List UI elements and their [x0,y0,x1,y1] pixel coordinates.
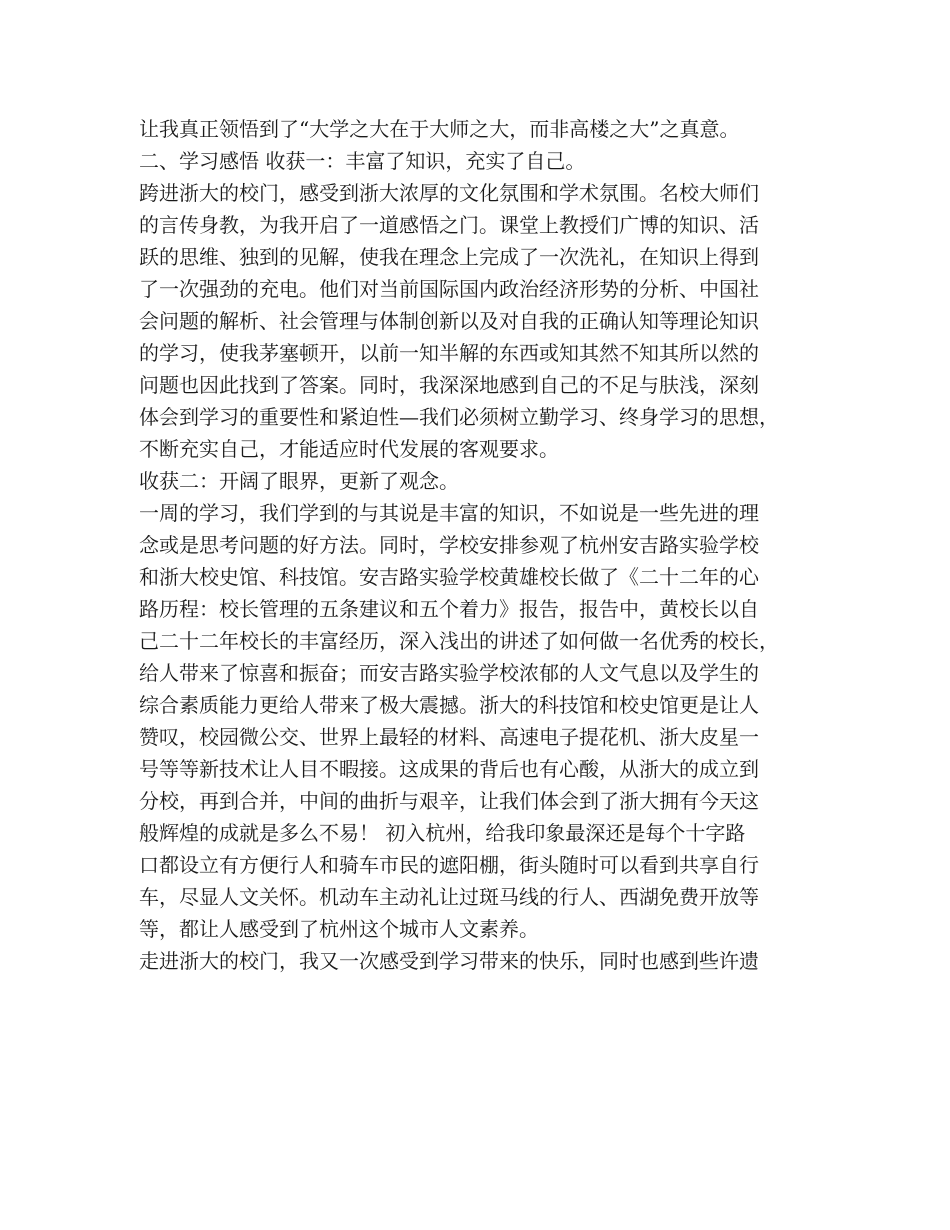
section-heading-line: 收获二：开阔了眼界，更新了观念。 [139,469,459,493]
text-line: 一周的学习，我们学到的与其说是丰富的知识，不如说是一些先进的理 [139,501,759,525]
text-line: 会问题的解析、社会管理与体制创新以及对自我的正确认知等理论知识 [139,309,759,333]
text-line: 和浙大校史馆、科技馆。安吉路实验学校黄雄校长做了《二十二年的心 [139,565,759,589]
text-line: 等，都让人感受到了杭州这个城市人文素养。 [139,917,539,941]
text-line: 路历程：校长管理的五条建议和五个着力》报告，报告中，黄校长以自 [139,597,759,621]
text-line: 己二十二年校长的丰富经历，深入浅出的讲述了如何做一名优秀的校长， [139,629,779,653]
text-line: 走进浙大的校门，我又一次感受到学习带来的快乐，同时也感到些许遗 [139,949,759,973]
text-line: 了一次强劲的充电。他们对当前国际国内政治经济形势的分析、中国社 [139,277,759,301]
text-line: 的言传身教，为我开启了一道感悟之门。课堂上教授们广博的知识、活 [139,213,759,237]
text-line: 综合素质能力更给人带来了极大震撼。浙大的科技馆和校史馆更是让人 [139,693,759,717]
text-line: 般辉煌的成就是多么不易！ 初入杭州，给我印象最深还是每个十字路 [139,821,746,845]
document-body [139,113,839,977]
text-line: 分校，再到合并，中间的曲折与艰辛，让我们体会到了浙大拥有今天这 [139,789,759,813]
text-line: 的学习，使我茅塞顿开，以前一知半解的东西或知其然不知其所以然的 [139,341,759,365]
text-line: 车，尽显人文关怀。机动车主动礼让过斑马线的行人、西湖免费开放等 [139,885,759,909]
text-line: 赞叹，校园微公交、世界上最轻的材料、高速电子提花机、浙大皮星一 [139,725,759,749]
text-line: 跃的思维、独到的见解，使我在理念上完成了一次洗礼，在知识上得到 [139,245,759,269]
text-line: 不断充实自己，才能适应时代发展的客观要求。 [139,437,559,461]
text-line: 跨进浙大的校门，感受到浙大浓厚的文化氛围和学术氛围。名校大师们 [139,181,759,205]
text-line: 口都设立有方便行人和骑车市民的遮阳棚，街头随时可以看到共享自行 [139,853,759,877]
text-line: 给人带来了惊喜和振奋；而安吉路实验学校浓郁的人文气息以及学生的 [139,661,759,685]
text-line: 体会到学习的重要性和紧迫性—我们必须树立勤学习、终身学习的思想， [139,405,779,429]
text-line: 念或是思考问题的好方法。同时，学校安排参观了杭州安吉路实验学校 [139,533,759,557]
text-line: 问题也因此找到了答案。同时，我深深地感到自己的不足与肤浅，深刻 [139,373,759,397]
text-line: 让我真正领悟到了“大学之大在于大师之大，而非高楼之大”之真意。 [139,117,740,141]
section-heading-line: 二、学习感悟 收获一：丰富了知识，充实了自己。 [139,149,586,173]
text-line: 号等等新技术让人目不暇接。这成果的背后也有心酸，从浙大的成立到 [139,757,759,781]
